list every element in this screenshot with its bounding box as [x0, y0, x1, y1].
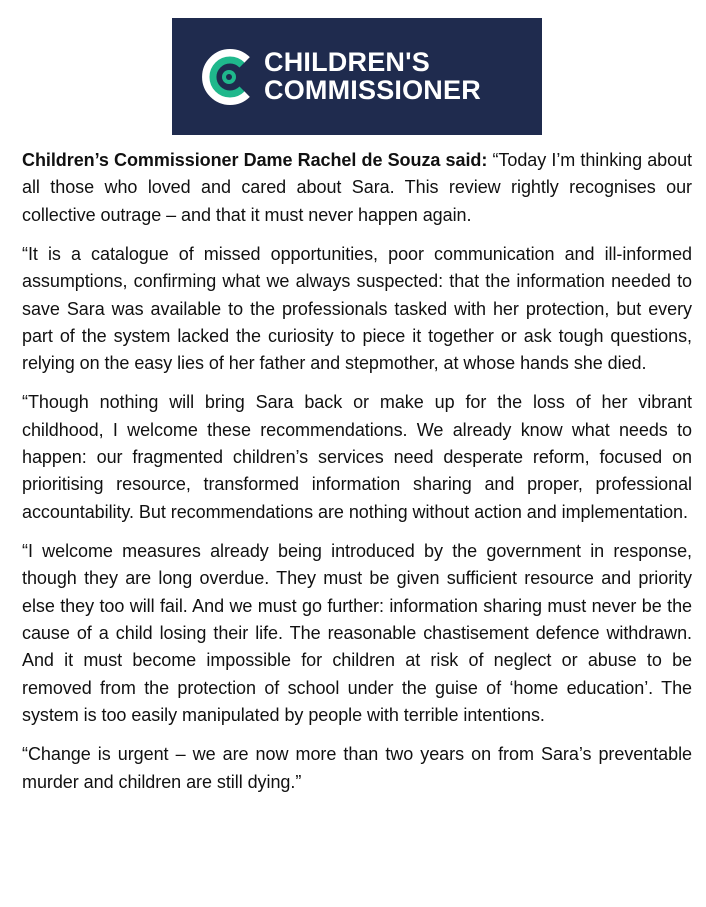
statement-body: [22, 147, 692, 807]
logo-wordmark: [264, 48, 481, 104]
logo-line-2: COMMISSIONER: [264, 75, 481, 105]
statement-paragraph-5: “Change is urgent – we are now more than two years on from Sara’s preventable murder and children are still dying.”: [22, 744, 692, 792]
childrens-commissioner-logo: [172, 18, 542, 135]
statement-lead: Children’s Commissioner Dame Rachel de Souza said:: [22, 150, 488, 170]
commissioner-c-logo-icon: [198, 48, 256, 106]
statement-paragraph-3: “Though nothing will bring Sara back or make up for the loss of her vibrant childhood, I welcome these recommendations. We already know what needs to happen: our fragmented children’s services need desperate reform, focused on prioritising resource, transformed information sharing and proper, professional accountability. But recommendations are nothing without action and implementation.: [22, 392, 692, 522]
statement-paragraph-1: [22, 147, 692, 229]
statement-paragraph-4: “I welcome measures already being introduced by the government in response, though they are long overdue. They must be given sufficient resource and priority else they too will fail. And we must go further: information sharing must never be the cause of a child losing their life. The reasonable chastisement defence withdrawn. And it must become impossible for children at risk of neglect or abuse to be removed from the protection of school under the guise of ‘home education’. The system is too easily manipulated by people with terrible intentions.: [22, 540, 692, 726]
statement-paragraph-1-text: “Today I’m thinking about all those who loved and cared about Sara. This review rightly recognises our collective outrage – and that it must never happen again.: [22, 150, 692, 225]
logo-line-1: CHILDREN'S: [264, 47, 430, 77]
statement-paragraph-2: “It is a catalogue of missed opportunities, poor communication and ill-informed assumptions, confirming what we always suspected: that the information needed to save Sara was available to the professionals tasked with her protection, but every part of the system lacked the curiosity to piece it together or ask tough questions, relying on the easy lies of her father and stepmother, at whose hands she died.: [22, 243, 692, 374]
